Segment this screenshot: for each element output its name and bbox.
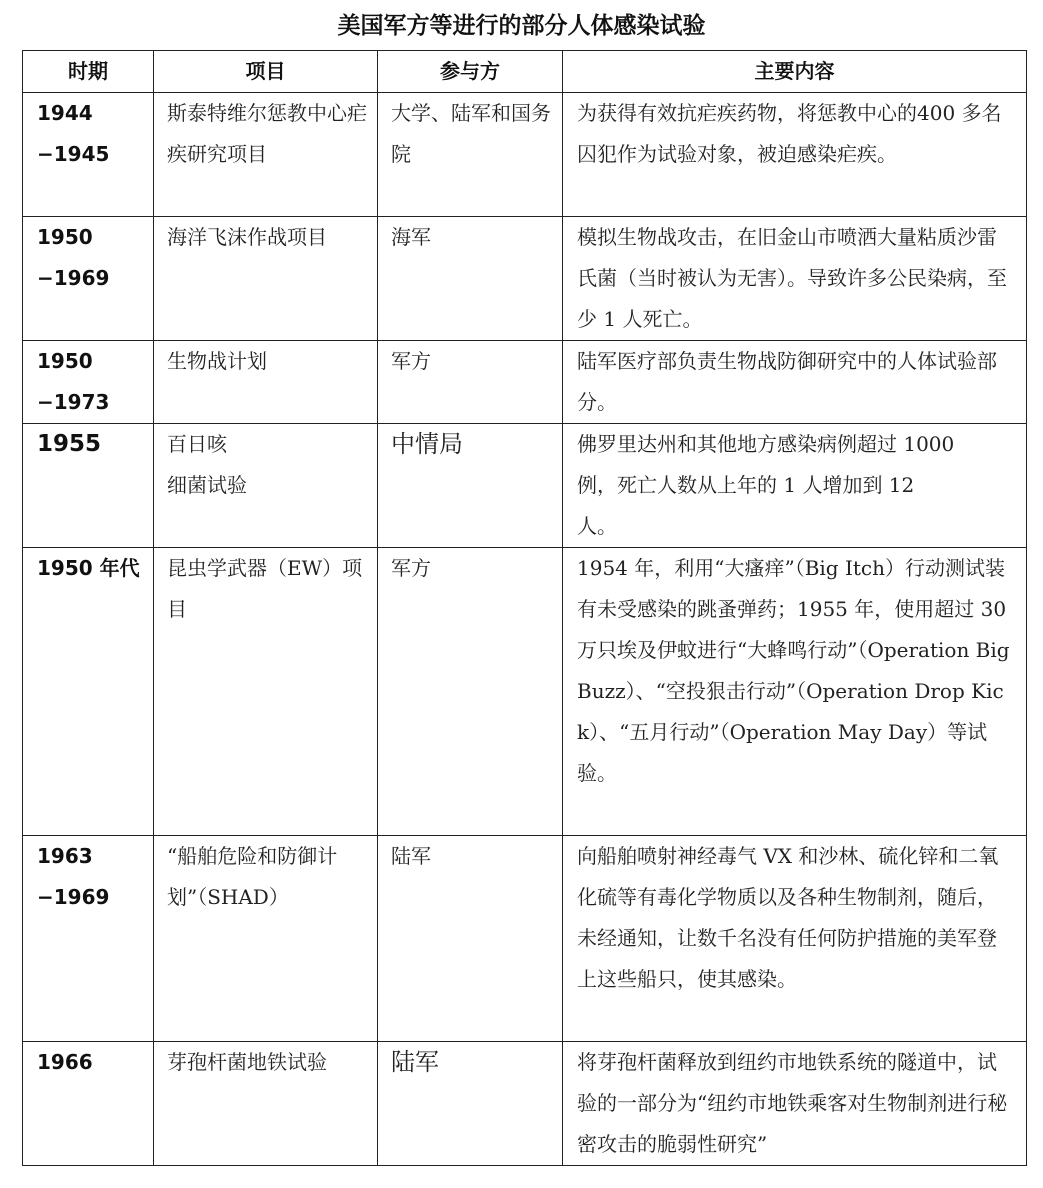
table-row <box>23 341 1027 424</box>
cell-project: 海洋飞沫作战项目 <box>154 217 378 341</box>
period-start: 1950 年代 <box>37 556 140 580</box>
cell-project: 昆虫学武器（EW）项目 <box>154 548 378 836</box>
period-start: 1950 <box>37 225 93 249</box>
cell-content: 向船舶喷射神经毒气 VX 和沙林、硫化锌和二氧化硫等有毒化学物质以及各种生物制剂，随后，未经通知，让数千名没有任何防护措施的美军登上这些船只，使其感染。 <box>563 836 1027 1042</box>
cell-project: 芽孢杆菌地铁试验 <box>154 1042 378 1166</box>
table-row <box>23 548 1027 836</box>
cell-project: 斯泰特维尔惩教中心疟疾研究项目 <box>154 93 378 217</box>
cell-party: 陆军 <box>378 836 563 1042</box>
period-end: −1969 <box>37 885 110 909</box>
party-text: 中情局 <box>391 430 463 458</box>
cell-period <box>23 93 154 217</box>
cell-content: 陆军医疗部负责生物战防御研究中的人体试验部分。 <box>563 341 1027 424</box>
party-text: 陆军 <box>391 1048 439 1076</box>
cell-party: 军方 <box>378 548 563 836</box>
period-start: 1963 <box>37 844 93 868</box>
content-line: 例，死亡人数从上年的 1 人增加到 12 <box>577 473 915 497</box>
cell-period <box>23 1042 154 1166</box>
period-end: −1973 <box>37 390 110 414</box>
cell-content: 为获得有效抗疟疾药物，将惩教中心的400 多名囚犯作为试验对象，被迫感染疟疾。 <box>563 93 1027 217</box>
cell-project: 生物战计划 <box>154 341 378 424</box>
period-start: 1955 <box>37 431 102 457</box>
period-start: 1950 <box>37 349 93 373</box>
cell-period <box>23 836 154 1042</box>
table-row <box>23 836 1027 1042</box>
cell-party <box>378 1042 563 1166</box>
header-row <box>23 51 1027 93</box>
experiments-table <box>22 50 1027 1166</box>
cell-period <box>23 341 154 424</box>
cell-content: 1954 年，利用“大瘙痒”（Big Itch）行动测试装有未受感染的跳蚤弹药；1955 年，使用超过 30 万只埃及伊蚊进行“大蜂鸣行动”（Operation Big Buzz）、“空投狠击行动”（Operation Drop Kick）、“五月行动”（Operation May Day）等试验。 <box>563 548 1027 836</box>
cell-party: 大学、陆军和国务院 <box>378 93 563 217</box>
cell-project <box>154 424 378 548</box>
table-row <box>23 217 1027 341</box>
period-start: 1944 <box>37 101 93 125</box>
header-party: 参与方 <box>378 51 563 93</box>
project-line: 百日咳 <box>167 432 227 456</box>
cell-period <box>23 217 154 341</box>
header-period: 时期 <box>23 51 154 93</box>
cell-period <box>23 424 154 548</box>
content-line: 佛罗里达州和其他地方感染病例超过 1000 <box>577 432 955 456</box>
period-end: −1945 <box>37 142 110 166</box>
table-row <box>23 424 1027 548</box>
table-row <box>23 93 1027 217</box>
cell-period <box>23 548 154 836</box>
table-row <box>23 1042 1027 1166</box>
project-line: 细菌试验 <box>167 473 247 497</box>
cell-party <box>378 424 563 548</box>
cell-content: 模拟生物战攻击，在旧金山市喷洒大量粘质沙雷氏菌（当时被认为无害）。导致许多公民染病，至少 1 人死亡。 <box>563 217 1027 341</box>
header-project: 项目 <box>154 51 378 93</box>
content-line: 人。 <box>577 514 617 538</box>
table-title: 美国军方等进行的部分人体感染试验 <box>337 13 706 39</box>
period-end: −1969 <box>37 266 110 290</box>
cell-content <box>563 424 1027 548</box>
period-start: 1966 <box>37 1050 93 1074</box>
cell-content: 将芽孢杆菌释放到纽约市地铁系统的隧道中，试验的一部分为“纽约市地铁乘客对生物制剂进行秘密攻击的脆弱性研究” <box>563 1042 1027 1166</box>
cell-party: 海军 <box>378 217 563 341</box>
cell-party: 军方 <box>378 341 563 424</box>
header-content: 主要内容 <box>563 51 1027 93</box>
cell-project: “船舶危险和防御计划”（SHAD） <box>154 836 378 1042</box>
